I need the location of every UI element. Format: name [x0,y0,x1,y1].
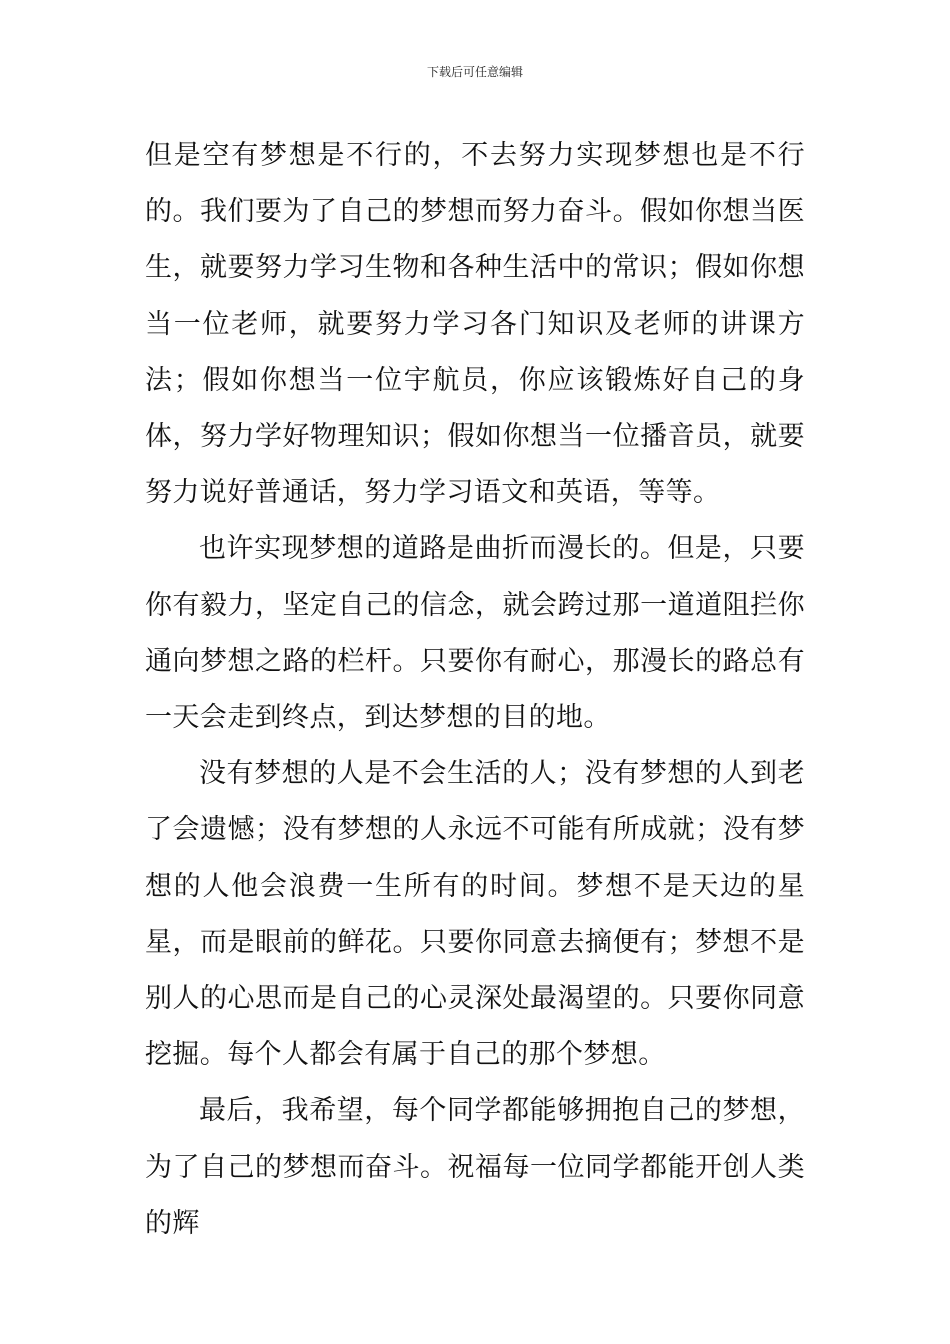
paragraph-4: 最后，我希望，每个同学都能够拥抱自己的梦想，为了自己的梦想而奋斗。祝福每一位同学都能开创人类的辉 [145,1095,805,1239]
paragraph-2: 也许实现梦想的道路是曲折而漫长的。但是，只要你有毅力，坚定自己的信念，就会跨过那一道道阻拦你通向梦想之路的栏杆。只要你有耐心，那漫长的路总有一天会走到终点，到达梦想的目的地。 [145,533,805,734]
paragraph-1: 但是空有梦想是不行的，不去努力实现梦想也是不行的。我们要为了自己的梦想而努力奋斗。假如你想当医生，就要努力学习生物和各种生活中的常识；假如你想当一位老师，就要努力学习各门知识及老师的讲课方法；假如你想当一位宇航员，你应该锻炼好自己的身体，努力学好物理知识；假如你想当一位播音员，就要努力说好普通话，努力学习语文和英语，等等。 [145,140,805,509]
paragraph-3: 没有梦想的人是不会生活的人；没有梦想的人到老了会遗憾；没有梦想的人永远不可能有所成就；没有梦想的人他会浪费一生所有的时间。梦想不是天边的星星，而是眼前的鲜花。只要你同意去摘便有；梦想不是别人的心思而是自己的心灵深处最渴望的。只要你同意挖掘。每个人都会有属于自己的那个梦想。 [145,758,805,1071]
document-body [145,128,805,1252]
page-header: 下载后可任意编辑 [426,65,523,79]
